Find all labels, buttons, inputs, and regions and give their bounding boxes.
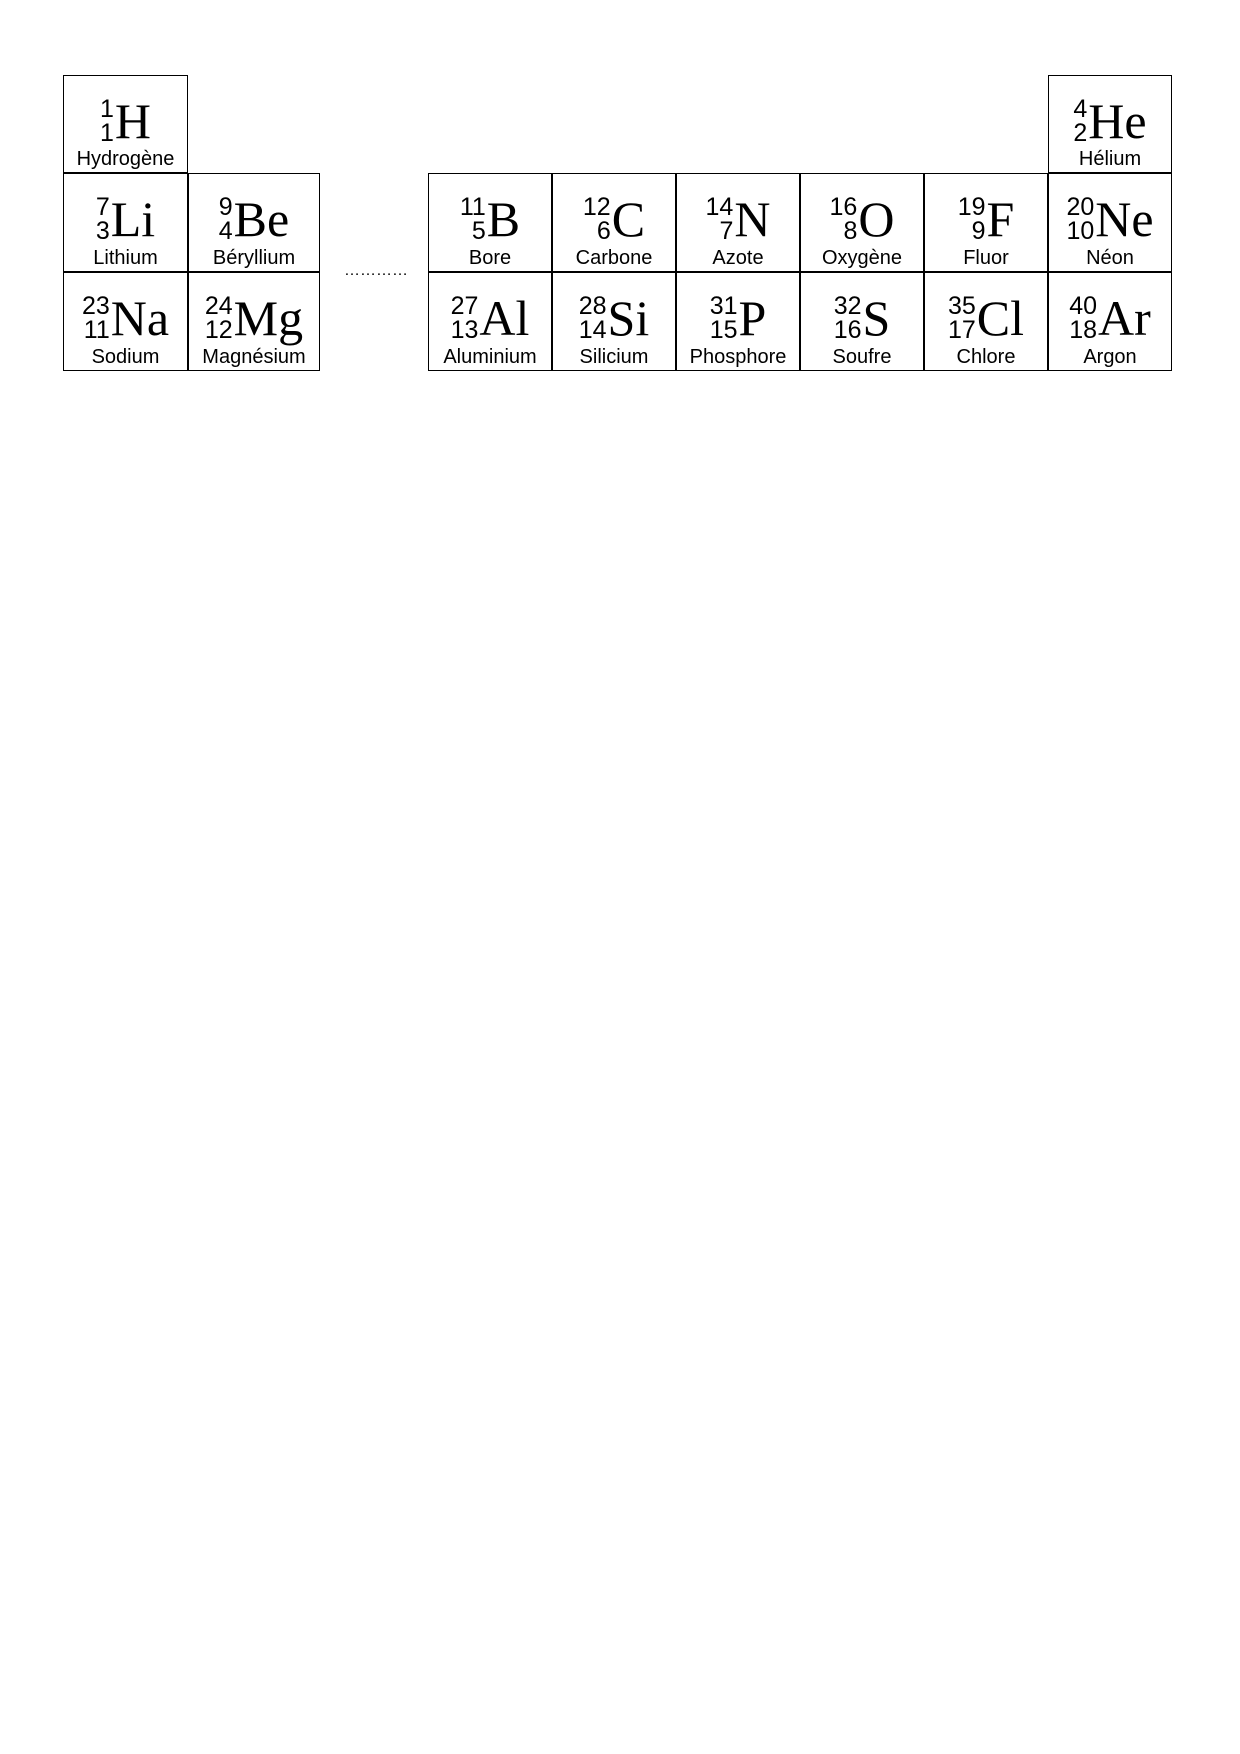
atomic-number: 10 [1066,217,1095,245]
isotope-numbers [958,195,986,243]
element-symbol: H [114,93,151,149]
mass-number: 12 [582,193,611,221]
element-name: Oxygène [821,247,903,269]
element-name: Lithium [93,247,158,269]
element-name: Néon [1086,247,1134,269]
atomic-number: 5 [471,217,486,245]
element-symbol: F [986,191,1015,247]
mass-number: 27 [450,292,479,320]
element-name: Azote [712,247,764,269]
element-symbol: He [1088,93,1147,149]
isotope-numbers [834,294,862,342]
mass-number: 20 [1066,193,1095,221]
element-cell-cl [924,272,1048,371]
element-cell-b [428,173,552,272]
atomic-number: 4 [218,217,233,245]
mass-number: 28 [578,292,607,320]
element-symbol: S [862,290,891,346]
mass-number: 19 [957,193,986,221]
atomic-number: 6 [596,217,611,245]
mass-number: 24 [204,292,233,320]
mass-number: 35 [947,292,976,320]
element-cell-be [188,173,320,272]
element-symbol: Li [110,191,156,247]
element-symbol: Ar [1098,290,1151,346]
isotope-numbers [579,294,607,342]
isotope-numbers [205,294,233,342]
mass-number: 11 [459,193,486,221]
mass-number: 23 [81,292,110,320]
element-cell-li [63,173,188,272]
element-name: Carbone [575,247,653,269]
element-name: Hydrogène [76,148,175,170]
isotope-numbers [830,195,858,243]
isotope-numbers [1073,97,1087,145]
element-cell-n [676,173,800,272]
element-name: Sodium [91,346,160,368]
isotope-numbers [1066,195,1094,243]
element-cell-al [428,272,552,371]
atomic-number: 16 [833,316,862,344]
atomic-number: 17 [947,316,976,344]
element-cell-ar [1048,272,1172,371]
element-symbol: O [858,191,895,247]
isotope-numbers [96,195,110,243]
element-symbol: C [611,191,646,247]
element-symbol: Be [233,191,290,247]
mass-number: 9 [218,193,233,221]
isotope-numbers [460,195,486,243]
atomic-number: 1 [99,119,114,147]
atomic-number: 18 [1069,316,1098,344]
mass-number: 4 [1073,95,1088,123]
element-name: Béryllium [212,247,296,269]
element-name: Silicium [579,346,649,368]
atomic-number: 11 [83,316,110,344]
element-symbol: B [486,191,521,247]
ellipsis-separator: ………… [344,262,408,279]
element-cell-h [63,75,188,173]
atomic-number: 14 [578,316,607,344]
isotope-numbers [710,294,738,342]
atomic-number: 2 [1073,119,1088,147]
element-symbol: P [738,290,767,346]
element-name: Aluminium [443,346,537,368]
atomic-number: 3 [95,217,110,245]
isotope-numbers [948,294,976,342]
element-name: Fluor [963,247,1009,269]
atomic-number: 7 [719,217,734,245]
mass-number: 14 [705,193,734,221]
element-cell-na [63,272,188,371]
mass-number: 16 [829,193,858,221]
atomic-number: 9 [971,217,986,245]
element-cell-c [552,173,676,272]
element-cell-s [800,272,924,371]
element-cell-mg [188,272,320,371]
element-symbol: Si [607,290,650,346]
isotope-numbers [82,294,110,342]
element-cell-f [924,173,1048,272]
element-name: Argon [1083,346,1137,368]
element-symbol: Ne [1095,191,1154,247]
element-name: Soufre [832,346,892,368]
isotope-numbers [583,195,611,243]
element-name: Hélium [1078,148,1142,170]
element-name: Chlore [956,346,1016,368]
mass-number: 32 [833,292,862,320]
element-cell-si [552,272,676,371]
element-symbol: Al [479,290,530,346]
mass-number: 31 [709,292,738,320]
element-symbol: Mg [233,290,304,346]
atomic-number: 13 [450,316,479,344]
mass-number: 7 [95,193,110,221]
element-name: Phosphore [689,346,787,368]
mass-number: 1 [99,95,114,123]
mass-number: 40 [1069,292,1098,320]
element-symbol: N [734,191,771,247]
element-cell-p [676,272,800,371]
element-cell-o [800,173,924,272]
element-symbol: Cl [976,290,1025,346]
atomic-number: 8 [843,217,858,245]
element-name: Bore [468,247,512,269]
atomic-number: 12 [204,316,233,344]
element-name: Magnésium [202,346,306,368]
isotope-numbers [451,294,479,342]
isotope-numbers [706,195,734,243]
element-cell-ne [1048,173,1172,272]
isotope-numbers [100,97,114,145]
element-symbol: Na [110,290,170,346]
isotope-numbers [219,195,233,243]
isotope-numbers [1069,294,1097,342]
element-cell-he [1048,75,1172,173]
atomic-number: 15 [709,316,738,344]
